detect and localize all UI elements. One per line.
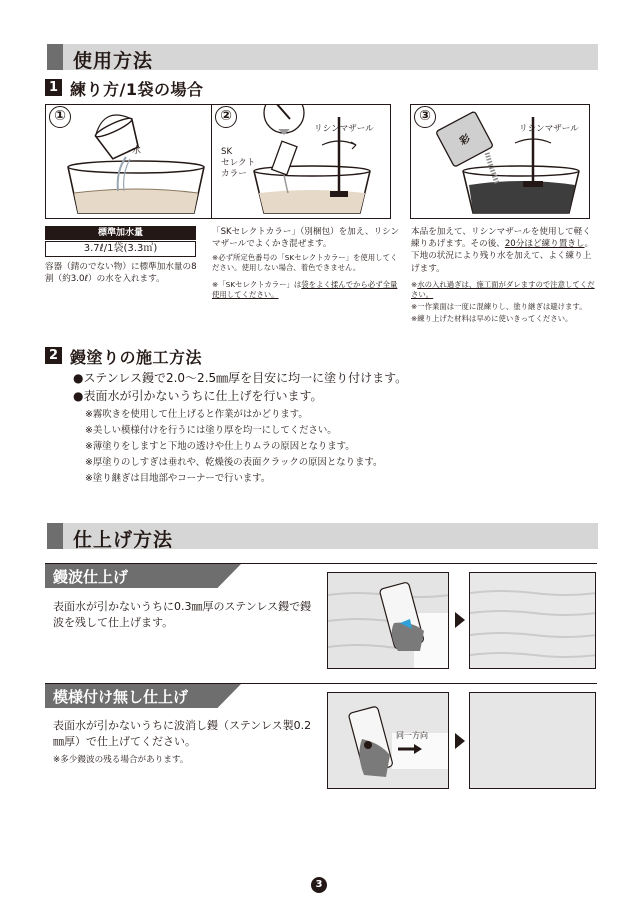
section-title-finishing: 仕上げ方法 <box>73 529 174 551</box>
step-label-2: ② <box>215 106 237 128</box>
page-number: 3 <box>311 877 327 893</box>
mixer-label-3: リシンマザール <box>519 124 579 134</box>
step1-col1-text: 容器（錆のでない物）に標準加水量の8割（約3.0ℓ）の水を入れます。 <box>45 262 197 285</box>
col3-note1-underlined: 水の入れ過ぎは、施工面がダレますので注意してください。 <box>411 280 595 300</box>
note2-underlined: 袋をよく揉んでから必ず全量使用してください。 <box>212 280 398 300</box>
finish2-note: ※多少鏝波の残る場合があります。 <box>53 755 189 765</box>
step2-bullet-2: ●表面水が引かないうちに仕上げを行います。 <box>73 389 323 403</box>
finish2-banner <box>45 684 241 708</box>
finish1-title: 鏝波仕上げ <box>53 568 129 586</box>
step2-note-4: ※厚塗りのしすぎは垂れや、乾燥後の表面クラックの原因となります。 <box>85 457 383 468</box>
arrow-right-icon <box>455 612 465 628</box>
section-title-usage: 使用方法 <box>73 50 154 72</box>
smoothing-trowel-illustration <box>328 693 449 789</box>
step2-note-3: ※薄塗りをしますと下地の透けや仕上りムラの原因となります。 <box>85 441 355 452</box>
step1-col3-note2: ※一作業面は一度に混練りし、塗り継ぎは避けます。 <box>411 302 587 311</box>
step-label-1: ① <box>49 106 71 128</box>
step-panel-2 <box>211 104 391 219</box>
step2-note-5: ※塗り継ぎは目地部やコーナーで行います。 <box>85 473 271 484</box>
step1-col3-text <box>411 226 599 275</box>
finish1-photo-result <box>469 572 596 669</box>
step2-number: 2 <box>45 347 62 364</box>
finish2-title: 模様付け無し仕上げ <box>53 688 189 706</box>
section-header-usage <box>47 44 598 70</box>
mixer-label-2: リシンマザール <box>314 124 374 134</box>
col3-text-c: 。下地の状況により残り水を加えて、よく練り上げます。 <box>411 239 594 274</box>
note2-prefix: ※「SKセレクトカラー」は <box>212 280 302 289</box>
section-accent <box>47 523 63 549</box>
finish2-photo-process <box>327 692 449 789</box>
step1-title: 練り方/1袋の場合 <box>70 80 204 99</box>
direction-label: 同一方向 <box>396 731 428 740</box>
step1-col2-note2 <box>212 280 400 301</box>
step-panel-1 <box>45 104 225 219</box>
divider-finish1 <box>45 563 597 564</box>
wave-finish-texture <box>470 573 596 669</box>
step1-col3-note3: ※練り上げた材料は早めに使いきってください。 <box>411 314 573 323</box>
finish1-photo-process <box>327 572 449 669</box>
step1-number: 1 <box>45 79 62 96</box>
step-panel-3 <box>410 104 590 219</box>
step2-note-2: ※美しい模様付けを行うには塗り厚を均一にしてください。 <box>85 425 337 436</box>
trowel-wave-illustration <box>328 573 449 669</box>
step1-col2-text: 「SKセレクトカラー」（別梱包）を加え、リシンマザールでよくかき混ぜます。 <box>212 227 400 250</box>
finish2-photo-result <box>469 692 596 789</box>
svg-text:彩: 彩 <box>458 133 473 148</box>
standard-water-header: 標準加水量 <box>45 226 196 240</box>
step2-title: 鏝塗りの施工方法 <box>70 348 203 367</box>
step2-note-1: ※霧吹きを使用して仕上げると作業がはかどります。 <box>85 409 308 420</box>
section-accent <box>47 44 63 70</box>
step-label-3: ③ <box>414 106 436 128</box>
col3-note1-mark: ※ <box>411 280 418 289</box>
section-header-finishing <box>47 523 598 549</box>
arrow-right-icon <box>455 733 465 749</box>
col3-text-a: 本品を加えて、リシンマザールを使用して軽く練りあげます。その後、 <box>411 227 591 250</box>
finish1-text: 表面水が引かないうちに0.3㎜厚のステンレス鏝で鏝波を残して仕上げます。 <box>53 600 312 629</box>
finish2-text: 表面水が引かないうちに波消し鏝（ステンレス製0.2㎜厚）で仕上げてください。 <box>53 719 312 748</box>
col3-text-b: 20分ほど練り置きし <box>504 239 585 250</box>
water-label: 水 <box>132 146 142 156</box>
step1-col2-note1: ※必ず所定色番号の「SKセレクトカラー」を使用してください。使用しない場合、着色できません。 <box>212 253 398 273</box>
step2-bullet-1: ●ステンレス鏝で2.0～2.5㎜厚を目安に均一に塗り付けます。 <box>73 371 408 385</box>
finish1-banner <box>45 564 241 588</box>
sk-select-color-label: SK セレクト カラー <box>221 147 256 179</box>
pour-water-illustration <box>46 105 225 219</box>
standard-water-value: 3.7ℓ/1袋(3.3㎥) <box>45 241 196 257</box>
step1-col3-note1 <box>411 280 599 301</box>
